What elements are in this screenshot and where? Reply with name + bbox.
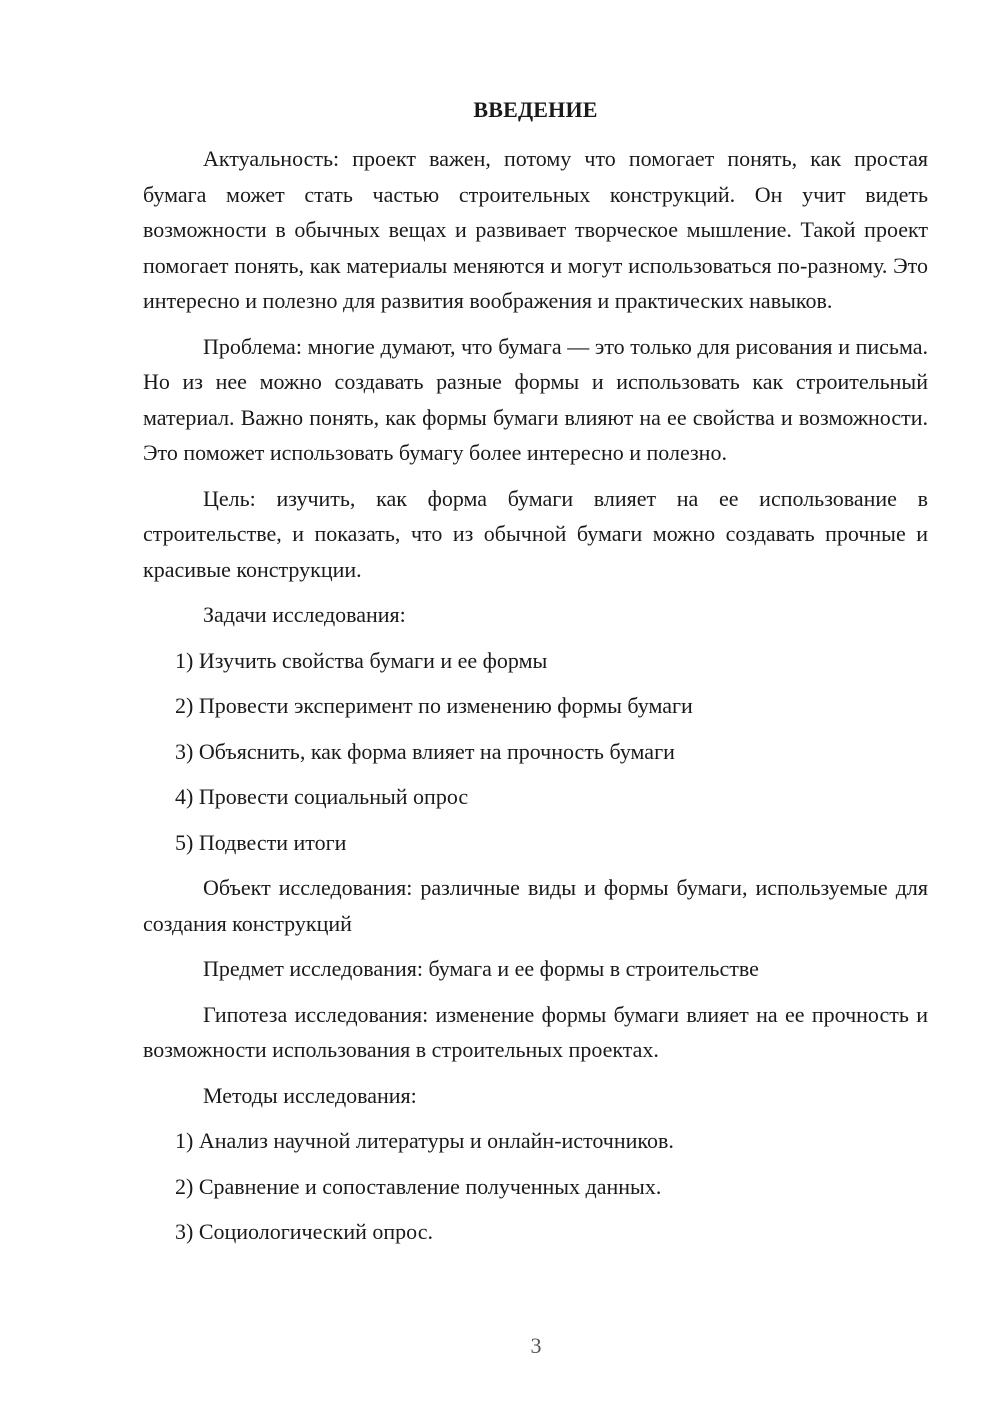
relevance-paragraph: Актуальность: проект важен, потому что помогает понять, как простая бумага может стать частью строительных конструкций. Он учит видеть возможности в обычных вещах и развивает творческое мышление. Такой проект помогает понять, как материалы меняются и могут использоваться по-разному. Это интересно и полезно для развития воображения и практических навыков.: [143, 146, 928, 313]
list-item: 4) Провести социальный опрос: [175, 784, 469, 809]
list-item: 1) Анализ научной литературы и онлайн-источников.: [175, 1128, 674, 1153]
list-item: 2) Провести эксперимент по изменению формы бумаги: [175, 693, 693, 718]
list-item: 1) Изучить свойства бумаги и ее формы: [175, 647, 548, 673]
page-content: [143, 95, 928, 1260]
subject-paragraph: Предмет исследования: бумага и ее формы в строительстве: [203, 956, 759, 981]
list-item: 3) Объяснить, как форма влияет на прочность бумаги: [175, 738, 675, 764]
problem-paragraph: Проблема: многие думают, что бумага — это только для рисования и письма. Но из нее можно создавать разные формы и использовать как строительный материал. Важно понять, как формы бумаги влияют на ее свойства и возможности. Это поможет использовать бумагу более интересно и полезно.: [143, 333, 928, 465]
page-title: ВВЕДЕНИЕ: [473, 97, 598, 122]
tasks-heading: Задачи исследования:: [203, 602, 406, 627]
list-item: 5) Подвести итоги: [175, 829, 347, 855]
methods-heading: Методы исследования:: [203, 1082, 417, 1108]
methods-list: [143, 1123, 928, 1250]
object-paragraph: Объект исследования: различные виды и формы бумаги, используемые для создания конструкций: [143, 875, 928, 936]
page-number: 3: [530, 1333, 542, 1358]
goal-paragraph: Цель: изучить, как форма бумаги влияет на ее использование в строительстве, и показать, что из обычной бумаги можно создавать прочные и красивые конструкции.: [143, 485, 928, 582]
hypothesis-paragraph: Гипотеза исследования: изменение формы бумаги влияет на ее прочность и возможности использования в строительных проектах.: [143, 1001, 928, 1062]
list-item: 2) Сравнение и сопоставление полученных данных.: [175, 1173, 662, 1199]
tasks-list: [143, 643, 928, 861]
list-item: 3) Социологический опрос.: [175, 1219, 433, 1244]
